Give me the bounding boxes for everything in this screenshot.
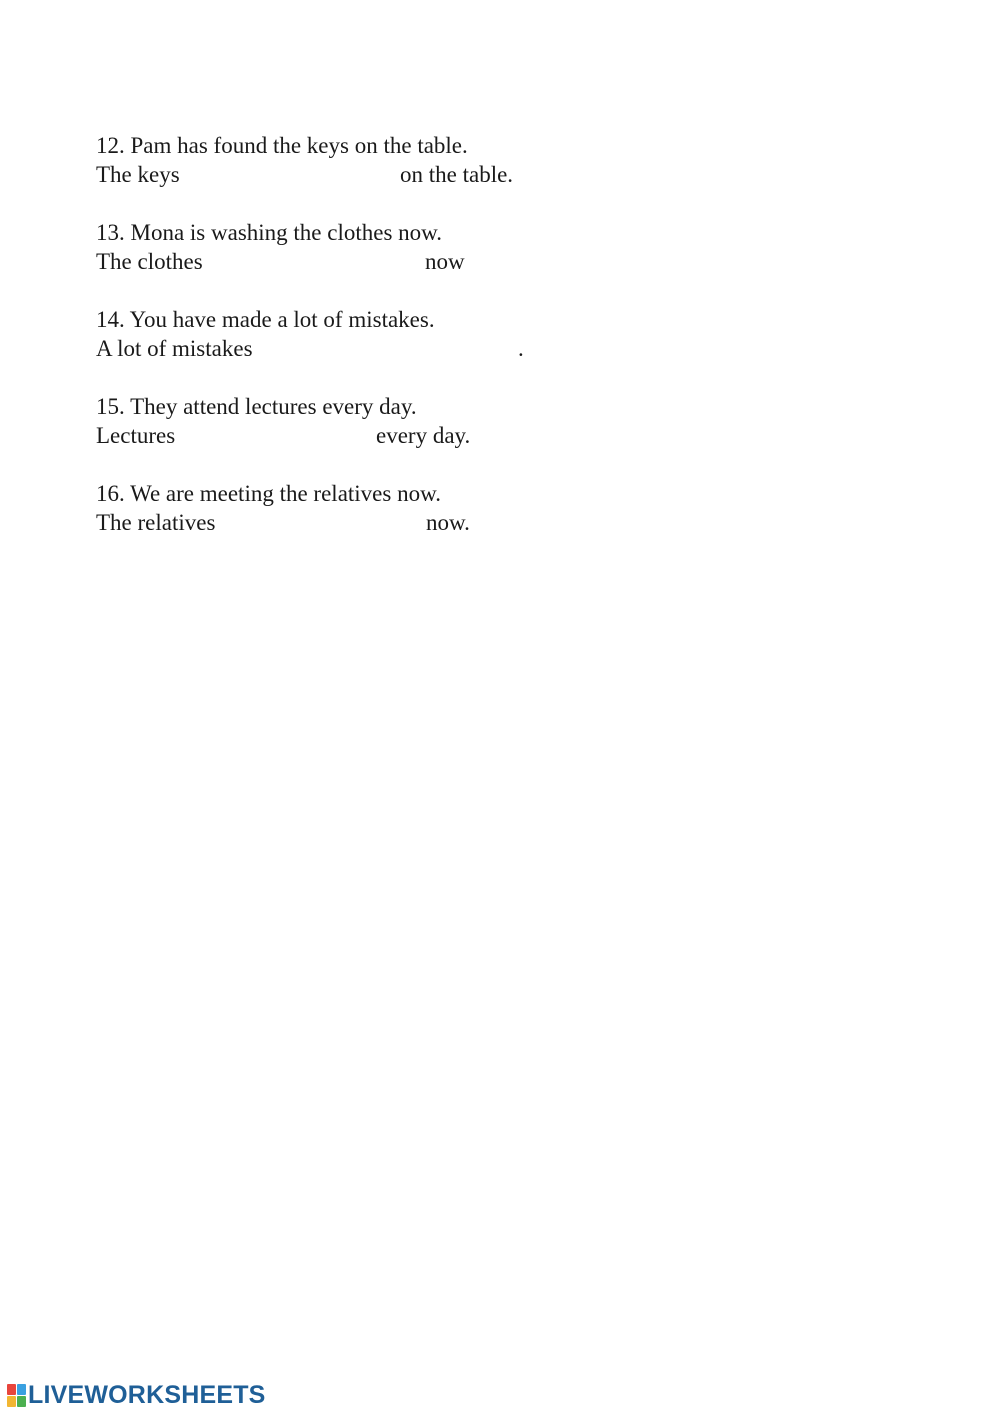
answer-start: Lectures xyxy=(96,423,176,448)
logo-cell xyxy=(7,1384,16,1395)
exercise-13 xyxy=(96,218,656,276)
answer-blank-input[interactable] xyxy=(232,510,422,535)
answer-end: on the table. xyxy=(400,162,514,187)
brand-name: LIVEWORKSHEETS xyxy=(28,1380,266,1409)
exercise-number: 13. xyxy=(96,220,125,245)
answer-line xyxy=(96,247,656,276)
exercise-prompt xyxy=(96,479,656,508)
exercise-12 xyxy=(96,131,656,189)
exercise-prompt xyxy=(96,392,656,421)
logo-mark-icon xyxy=(7,1384,26,1407)
exercise-number: 14. xyxy=(96,307,125,332)
prompt-sentence: You have made a lot of mistakes. xyxy=(129,307,435,332)
exercise-number: 12. xyxy=(96,133,125,158)
answer-blank-input[interactable] xyxy=(188,423,368,448)
answer-end: . xyxy=(518,336,524,361)
prompt-sentence: They attend lectures every day. xyxy=(130,394,417,419)
liveworksheets-logo xyxy=(7,1381,266,1409)
answer-blank-input[interactable] xyxy=(274,336,514,361)
exercise-number: 16. xyxy=(96,481,125,506)
answer-start: The keys xyxy=(96,162,180,187)
exercise-15 xyxy=(96,392,656,450)
prompt-sentence: We are meeting the relatives now. xyxy=(130,481,441,506)
logo-cell xyxy=(17,1396,26,1407)
prompt-sentence: Mona is washing the clothes now. xyxy=(130,220,443,245)
answer-line xyxy=(96,160,656,189)
logo-cell xyxy=(17,1384,26,1395)
answer-end: every day. xyxy=(376,423,471,448)
answer-end: now xyxy=(425,249,465,274)
answer-blank-input[interactable] xyxy=(218,249,418,274)
logo-cell xyxy=(7,1396,16,1407)
answer-end: now. xyxy=(426,510,470,535)
answer-start: The relatives xyxy=(96,510,216,535)
answer-start: A lot of mistakes xyxy=(96,336,253,361)
prompt-sentence: Pam has found the keys on the table. xyxy=(130,133,468,158)
exercise-prompt xyxy=(96,305,656,334)
answer-blank-input[interactable] xyxy=(194,162,394,187)
answer-line xyxy=(96,334,656,363)
exercise-number: 15. xyxy=(96,394,125,419)
exercise-prompt xyxy=(96,218,656,247)
exercise-16 xyxy=(96,479,656,537)
answer-line xyxy=(96,508,656,537)
answer-start: The clothes xyxy=(96,249,203,274)
exercise-14 xyxy=(96,305,656,363)
exercise-prompt xyxy=(96,131,656,160)
answer-line xyxy=(96,421,656,450)
